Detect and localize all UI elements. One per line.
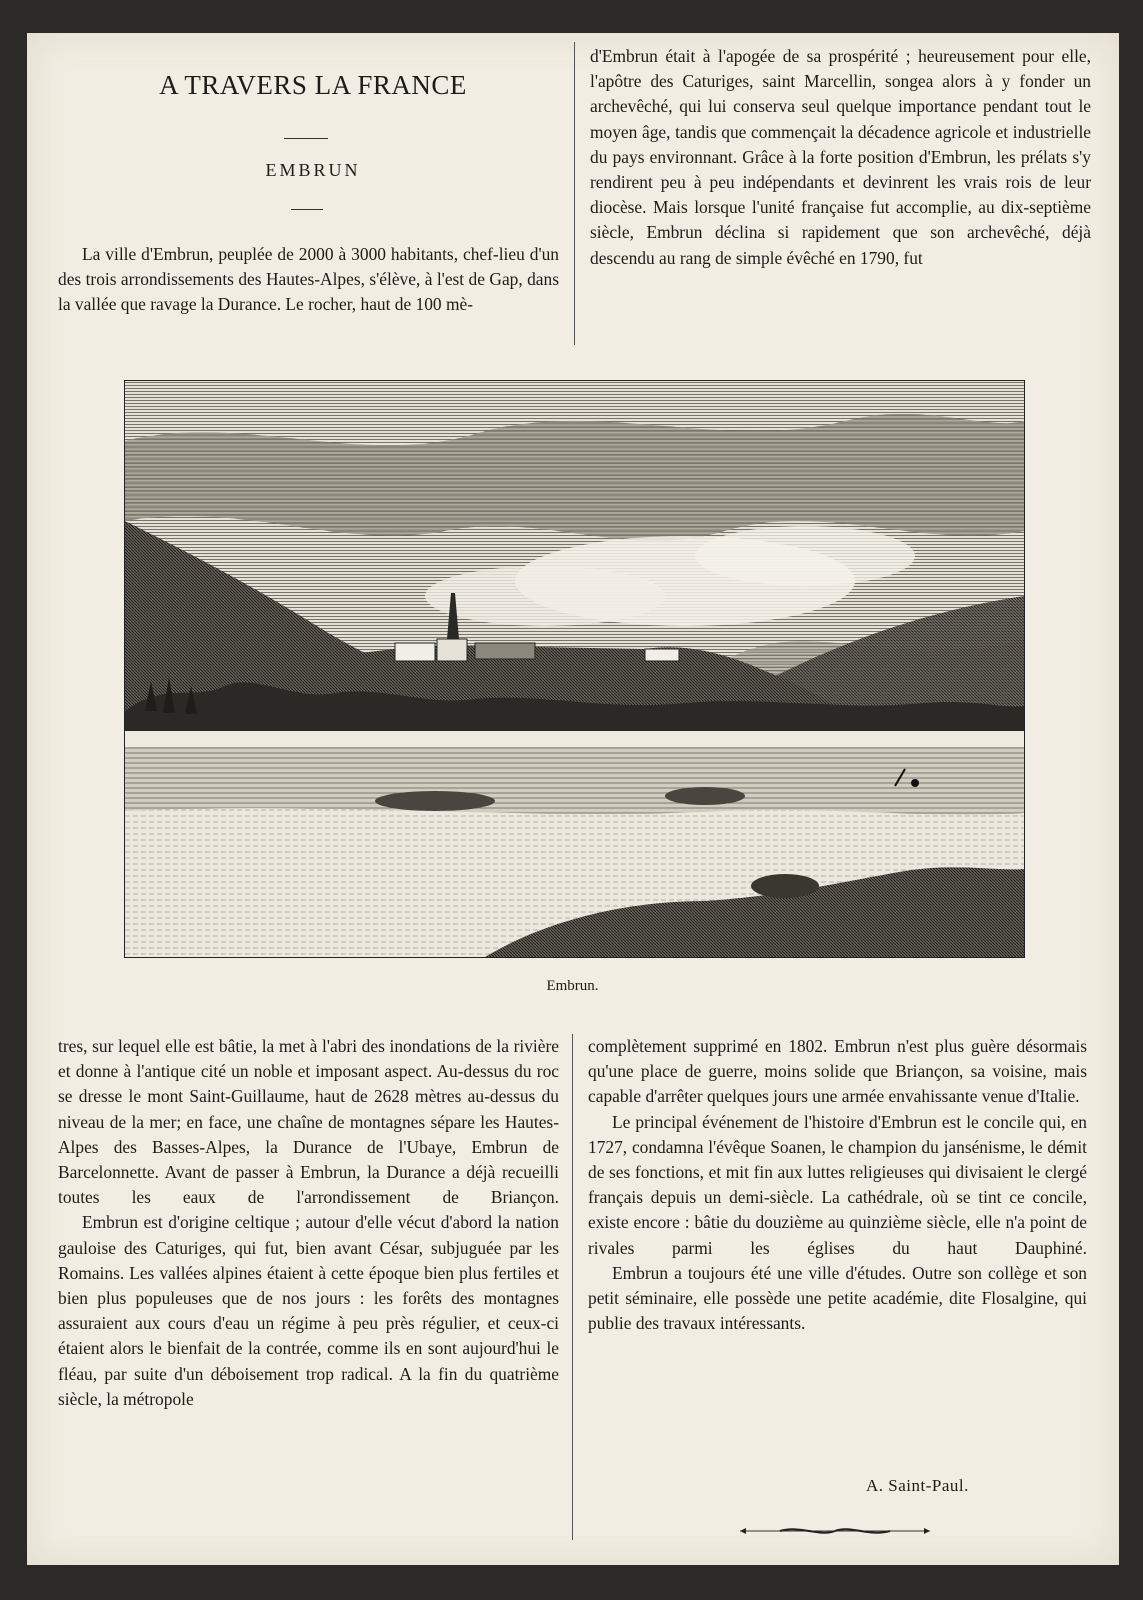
column-bottom-left [58, 1034, 559, 1412]
paragraph: complètement supprimé en 1802. Embrun n'est plus guère désormais qu'une place de guerre, moins solide que Briançon, sa voisine, mais capable d'arrêter quelques jours une armée envahissante venue d'Italie. [588, 1036, 1087, 1107]
article-subtitle: EMBRUN [265, 160, 361, 180]
paragraph: Embrun a toujours été une ville d'études. Outre son collège et son petit séminaire, elle possède une petite académie, dite Flosalgine, qui publie des travaux intéressants. [588, 1262, 1087, 1334]
paragraph: tres, sur lequel elle est bâtie, la met à l'abri des inondations de la rivière et donne à l'antique cité un noble et imposant aspect. Au-dessus du roc se dresse le mont Saint-Guillaume, haut de 2628 mètres au-dessus du niveau de la mer; en face, une chaîne de montagnes sépare les Hautes-Alpes des Basses-Alpes, la Durance de l'Ubaye, Embrun de Barcelonnette. Avant de passer à Embrun, la Durance a déjà recueilli toutes les eaux de l'arrondissement de Briançon. [58, 1036, 559, 1208]
title-rule [284, 138, 328, 139]
column-top-right [590, 44, 1091, 271]
page-title: A TRAVERS LA FRANCE [159, 70, 467, 100]
column-bottom-right [588, 1034, 1087, 1336]
column-divider-top [574, 42, 575, 345]
paragraph: La ville d'Embrun, peuplée de 2000 à 3000 habitants, chef-lieu d'un des trois arrondissements des Hautes-Alpes, s'élève, à l'est de Gap, dans la vallée que ravage la Durance. Le rocher, haut de 100 mè- [58, 244, 559, 315]
figure-caption: Embrun. [546, 978, 599, 994]
engraving-illustration [124, 380, 1025, 958]
author-signature: A. Saint-Paul. [866, 1476, 969, 1495]
paragraph: Embrun est d'origine celtique ; autour d'elle vécut d'abord la nation gauloise des Caturiges, qui fut, bien avant César, subjuguée par les Romains. Les vallées alpines étaient à cette époque bien plus fertiles et bien plus populeuses que de nos jours : les forêts des montagnes assuraient aux cours d'eau un régime à peu près régulier, et ceux-ci étaient alors le bienfait de la contrée, comme ils en sont aujourd'hui le fléau, par suite d'un déboisement trop radical. A la fin du quatrième siècle, la métropole [58, 1212, 559, 1409]
column-divider-bottom [572, 1034, 573, 1540]
paragraph: Le principal événement de l'histoire d'Embrun est le concile qui, en 1727, condamna l'évêque Soanen, le champion du jansénisme, le démit de ses fonctions, et mit fin aux luttes religieuses qui divisaient le clergé français depuis un demi-siècle. La cathédrale, où se tint ce concile, existe encore : bâtie du douzième au quinzième siècle, elle n'a point de rivales parmi les églises du haut Dauphiné. [588, 1111, 1087, 1258]
column-top-left [58, 242, 559, 318]
subtitle-rule [291, 209, 323, 210]
paragraph: d'Embrun était à l'apogée de sa prospérité ; heureusement pour elle, l'apôtre des Caturiges, saint Marcellin, songea alors à y fonder un archevêché, qui lui conserva seul quelque importance pendant tout le moyen âge, tandis que commençait la décadence agricole et industrielle du pays environnant. Grâce à la forte position d'Embrun, les prélats s'y rendirent peu à peu indépendants et devinrent les vrais rois de leur diocèse. Mais lorsque l'unité française fut accomplie, au dix-septième siècle, Embrun déclina si rapidement que son archevêché, déjà descendu au rang de simple évêché en 1790, fut [590, 46, 1091, 268]
tailpiece-ornament [740, 1524, 930, 1538]
